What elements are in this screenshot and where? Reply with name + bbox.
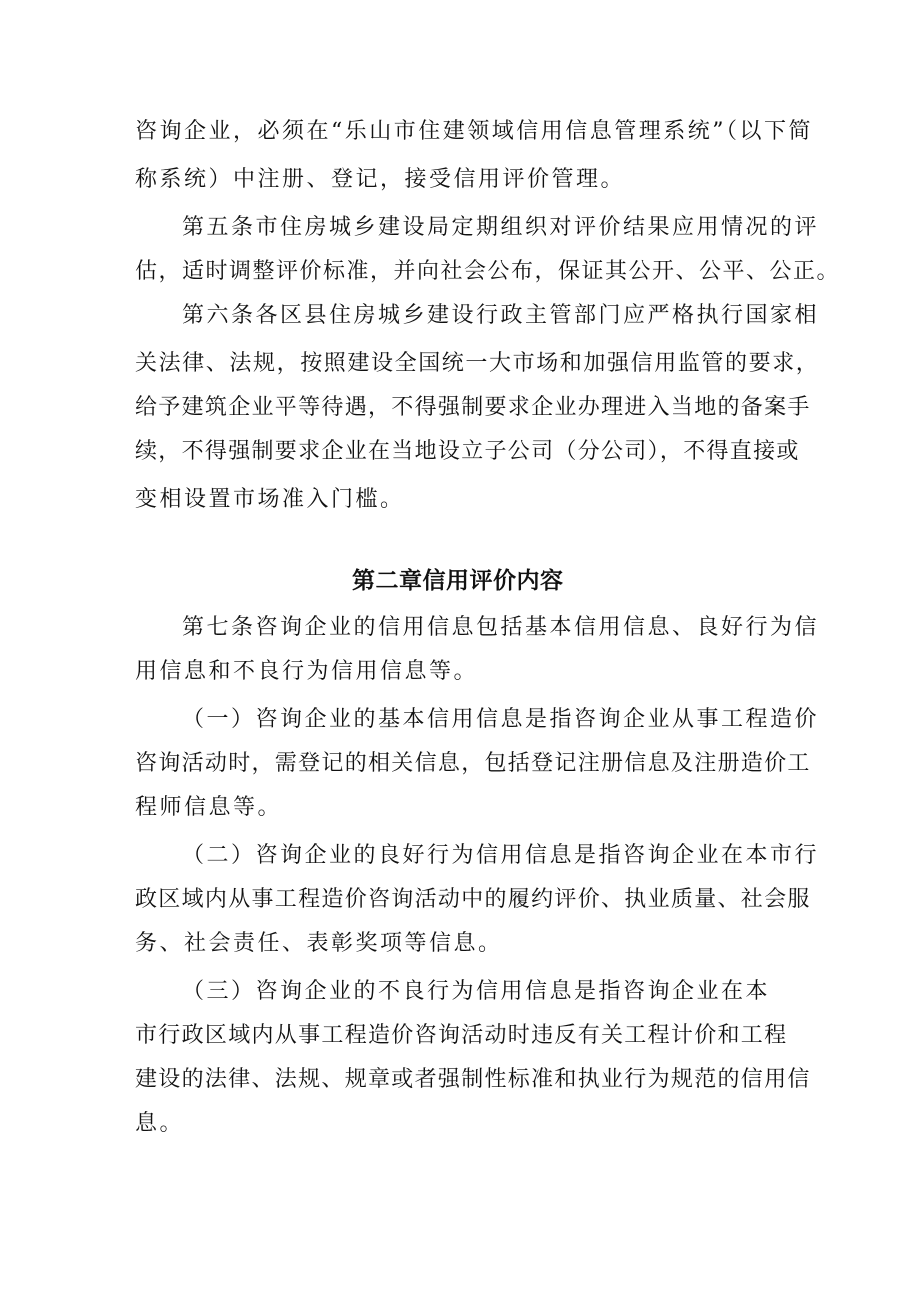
paragraph-item-1-line-2: 咨询活动时，需登记的相关信息，包括登记注册信息及注册造价工 [135,751,811,776]
paragraph-item-3-line-2: 市行政区域内从事工程造价咨询活动时违反有关工程计价和工程 [135,1023,788,1048]
paragraph-article-6-line-3: 给予建筑企业平等待遇，不得强制要求企业办理进入当地的备案手 [135,395,811,420]
paragraph-item-2-line-3: 务、社会责任、表彰奖项等信息。 [135,931,503,956]
paragraph-item-2-line-2: 政区域内从事工程造价咨询活动中的履约评价、执业质量、社会服 [135,887,811,912]
paragraph-continued-art4-line-2: 称系统）中注册、登记，接受信用评价管理。 [135,167,626,192]
paragraph-article-6-line-2: 关法律、法规，按照建设全国统一大市场和加强信用监管的要求， [135,351,820,376]
paragraph-article-6-line-5: 变相设置市场准入门槛。 [135,487,405,512]
paragraph-continued-art4-line-1: 咨询企业，必须在“乐山市住建领域信用信息管理系统”（以下简 [135,119,813,144]
paragraph-item-1-line-1: （一）咨询企业的基本信用信息是指咨询企业从事工程造价 [182,707,820,732]
paragraph-article-6-line-4: 续，不得强制要求企业在当地设立子公司（分公司），不得直接或 [135,439,800,464]
paragraph-item-1-line-3: 程师信息等。 [135,795,283,820]
paragraph-item-3-line-3: 建设的法律、法规、规章或者强制性标准和执业行为规范的信用信 [135,1067,811,1092]
paragraph-item-3-line-4: 息。 [135,1111,185,1136]
paragraph-article-6-line-1: 第六条各区县住房城乡建设行政主管部门应严格执行国家相 [182,303,820,328]
paragraph-item-2-line-1: （二）咨询企业的良好行为信用信息是指咨询企业在本市行 [182,843,820,868]
paragraph-article-5-line-2: 估，适时调整评价标准，并向社会公布，保证其公开、公平、公正。 [135,259,841,284]
paragraph-article-5-line-1: 第五条市住房城乡建设局定期组织对评价结果应用情况的评 [182,215,820,240]
paragraph-article-7-line-2: 用信息和不良行为信用信息等。 [135,659,479,684]
paragraph-article-7-line-1: 第七条咨询企业的信用信息包括基本信用信息、良好行为信 [182,615,820,640]
chapter-heading: 第二章信用评价内容 [352,568,564,594]
paragraph-item-3-line-1: （三）咨询企业的不良行为信用信息是指咨询企业在本 [182,979,771,1004]
